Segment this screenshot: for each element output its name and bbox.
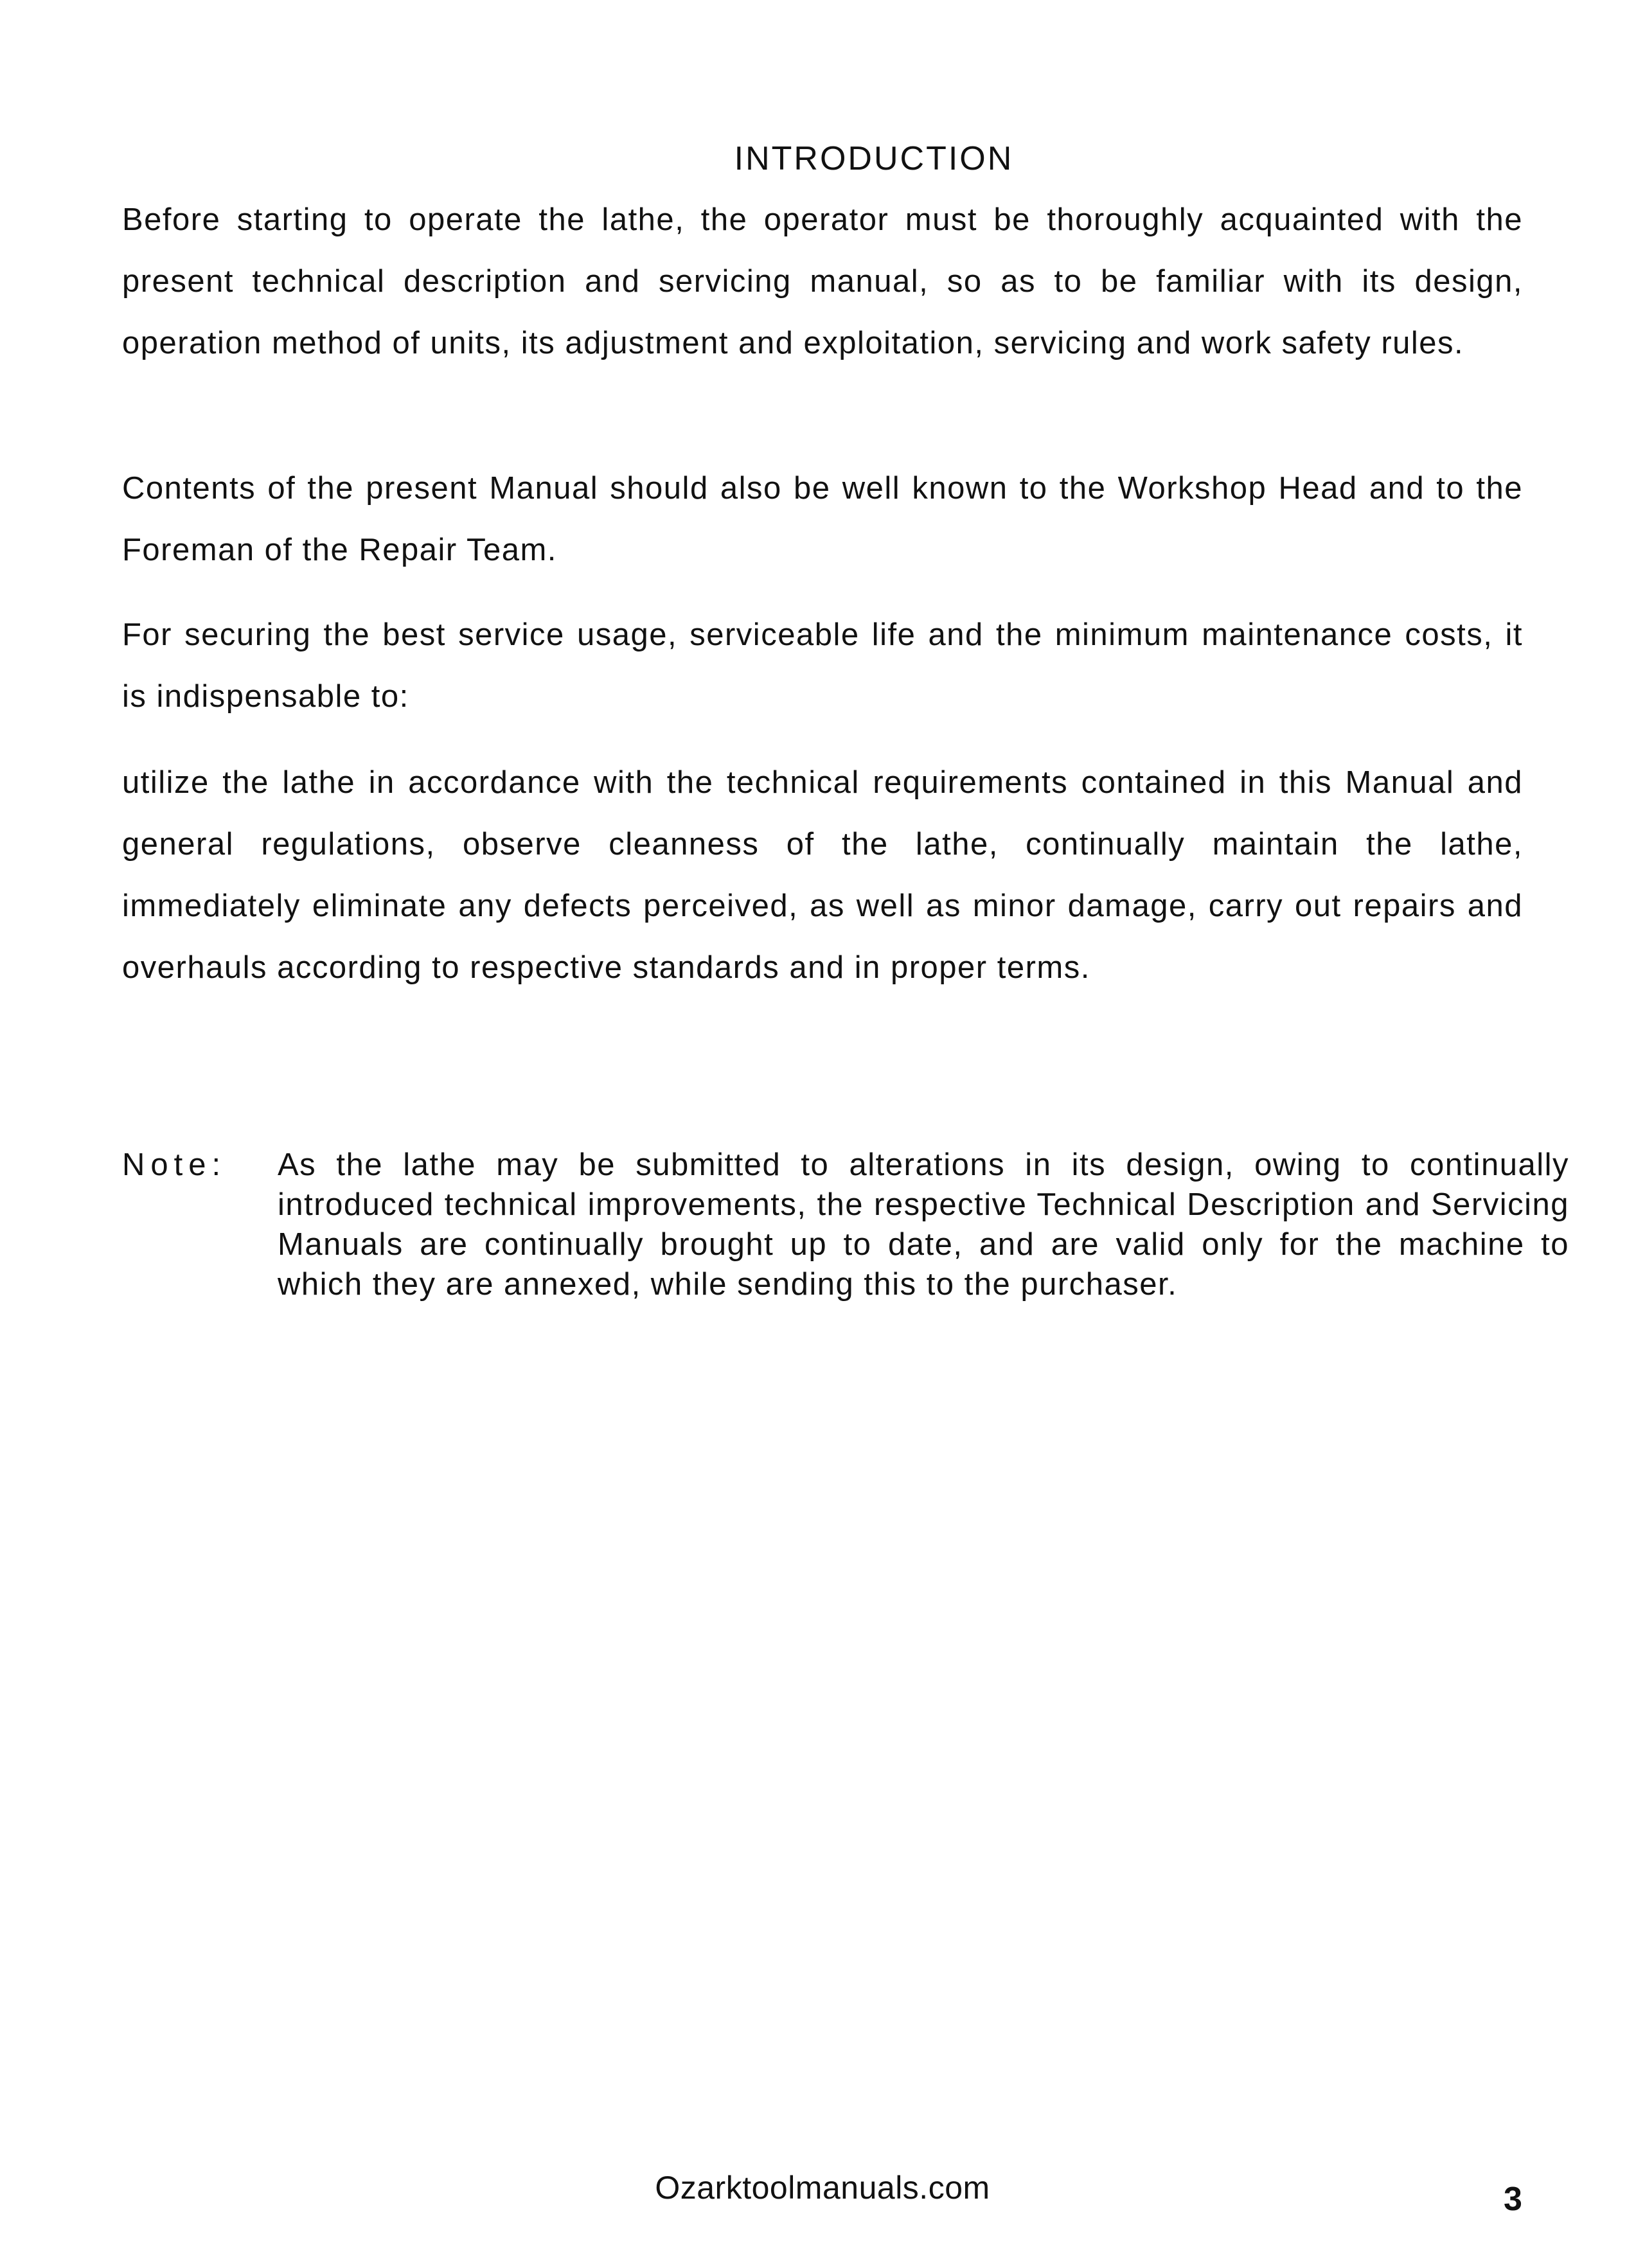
note-label: Note: [122,1147,227,1182]
page-title: INTRODUCTION [734,139,1014,177]
paragraph-operator-requirements: Before starting to operate the lathe, the operator must be thoroughly acquainted with the present technical description and servicing manual, so as to be familiar with its design, operation method of units, its adjustment and exploitation, servicing and work safety rules. [122,202,1523,360]
page-number: 3 [1504,2181,1522,2218]
paragraph-service-usage: For securing the best service usage, serviceable life and the minimum maintenance costs, it is indispensable to: [122,617,1523,714]
paragraph-utilization-rules: utilize the lathe in accordance with the technical requirements contained in this Manual and general regulations, observe cleanness of the lathe, continually maintain the lathe, immediately eliminate any defects perceived, as well as minor damage, carry out repairs and overhauls according to respective standards and in proper terms. [122,765,1523,985]
note-text: As the lathe may be submitted to alterations in its design, owing to continually introduced technical improvements, the respective Technical Description and Servicing Manuals are continually brought up to date, and are valid only for the machine to which they are annexed, while sending this to the purchaser. [278,1147,1569,1302]
footer-watermark: Ozarktoolmanuals.com [655,2170,990,2206]
paragraph-contents-knowledge: Contents of the present Manual should also be well known to the Workshop Head and to the Foreman of the Repair Team. [122,471,1523,567]
